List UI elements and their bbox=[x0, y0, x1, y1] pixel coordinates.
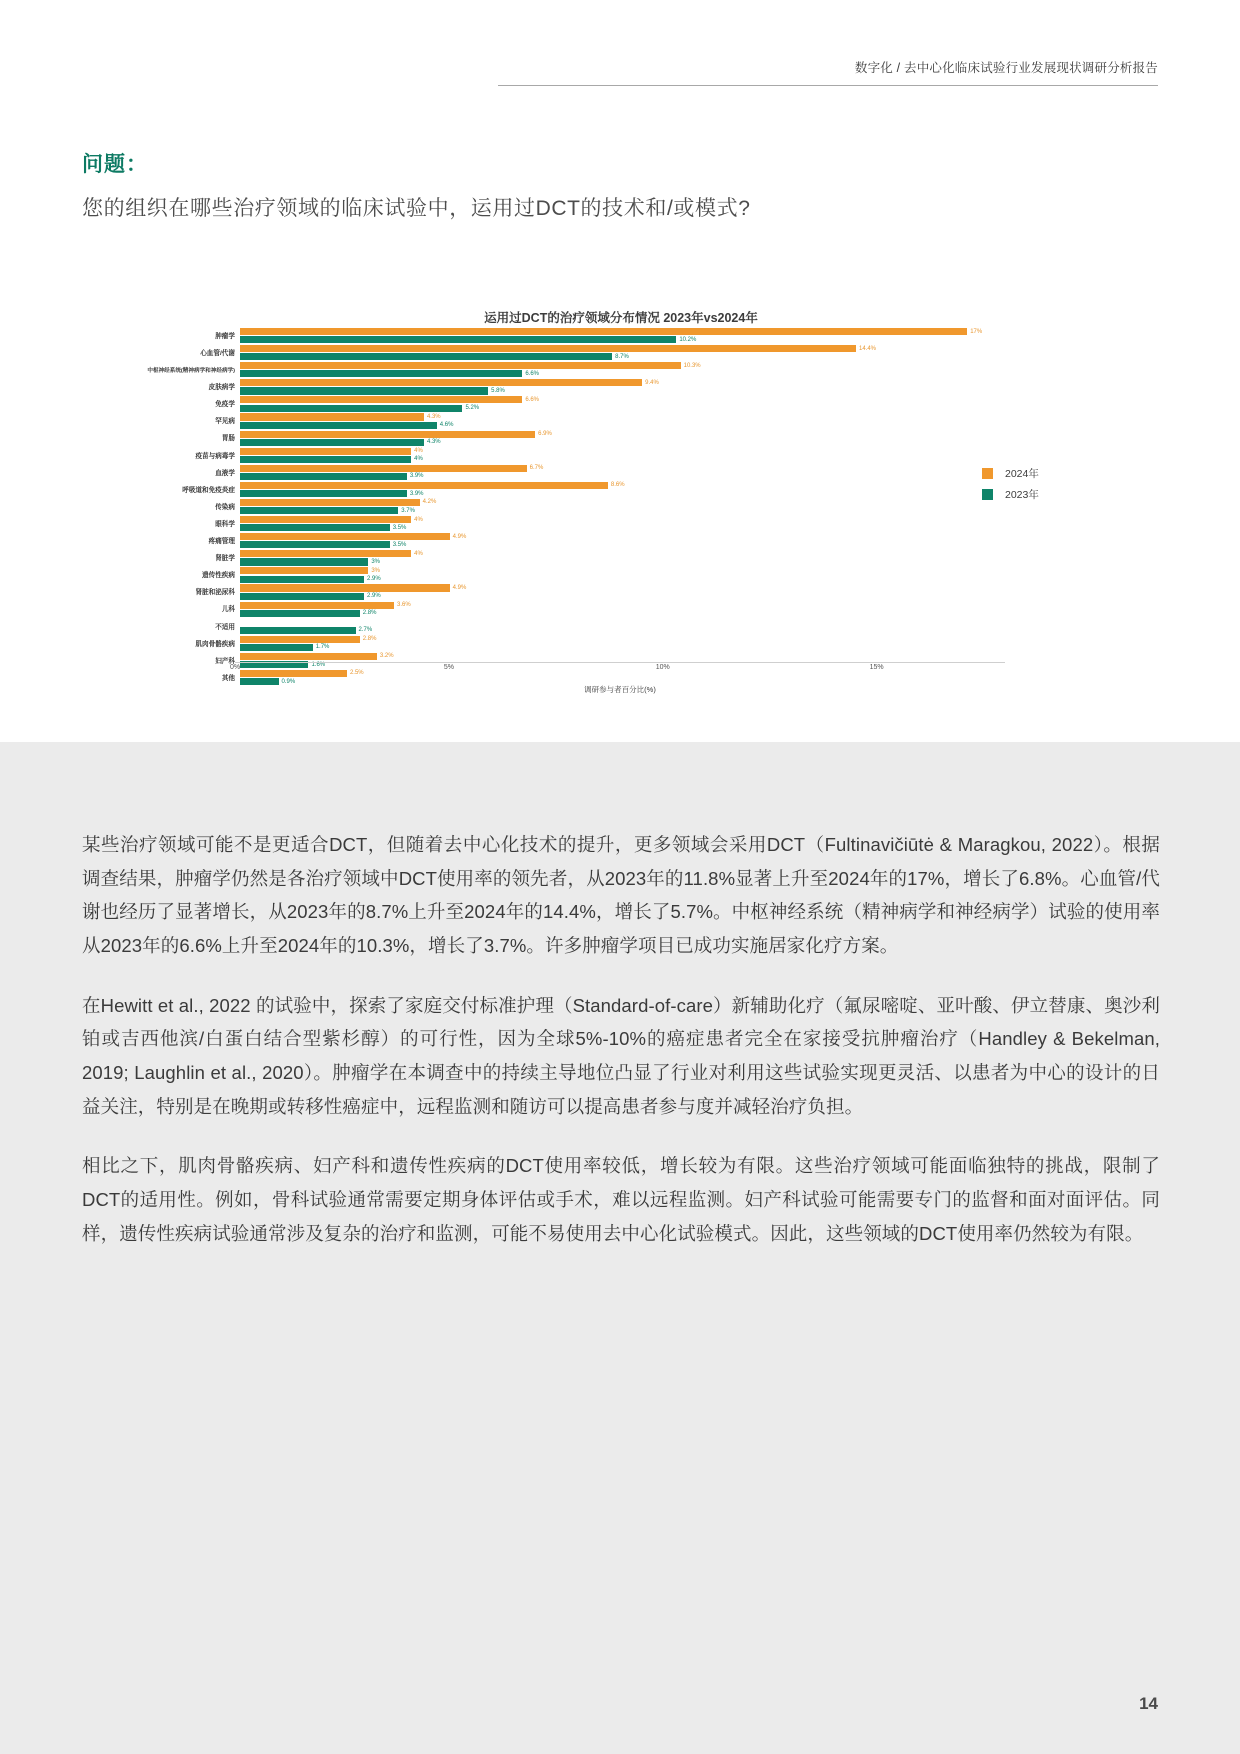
legend-swatch-icon bbox=[982, 489, 993, 500]
chart-category-label: 皮肤病学 bbox=[208, 384, 235, 392]
chart-category-label: 罕见病 bbox=[215, 418, 235, 426]
chart-bar-value: 2.5% bbox=[349, 670, 364, 677]
chart-bar-value: 4.9% bbox=[452, 584, 467, 591]
chart-category-row bbox=[82, 533, 1160, 550]
chart-bar[interactable] bbox=[240, 490, 407, 497]
chart-bar[interactable] bbox=[240, 541, 390, 548]
chart-bar[interactable] bbox=[240, 627, 356, 634]
chart-bar[interactable] bbox=[240, 482, 608, 489]
chart-category-row bbox=[82, 516, 1160, 533]
chart-bar[interactable] bbox=[240, 644, 313, 651]
chart-bar-line bbox=[240, 602, 1160, 609]
chart-category-row bbox=[82, 550, 1160, 567]
x-axis-tick-label: 10% bbox=[655, 664, 670, 671]
chart-category-label: 肿瘤学 bbox=[215, 332, 235, 340]
chart-bar-line bbox=[240, 584, 1160, 591]
chart-category-row bbox=[82, 619, 1160, 636]
chart-bar[interactable] bbox=[240, 550, 411, 557]
body-paragraph: 某些治疗领域可能不是更适合DCT，但随着去中心化技术的提升，更多领域会采用DCT（Fultinavičiūtė & Maragkou, 2022）。根据调查结果，肿瘤学仍然是各治疗领域中DCT使用率的领先者，从2023年的11.8%显著上升至2024年的17%，增长了6.8%。心血管/代谢也经历了显著增长，从2023年的8.7%上升至2024年的14.4%，增长了5.7%。中枢神经系统（精神病学和神经病学）试验的使用率从2023年的6.6%上升至2024年的10.3%，增长了3.7%。许多肿瘤学项目已成功实施居家化疗方案。 bbox=[82, 834, 1160, 956]
chart-bar[interactable] bbox=[240, 431, 535, 438]
chart-bar-value: 2.9% bbox=[367, 593, 381, 600]
chart-bar-value: 17% bbox=[970, 328, 983, 335]
page-header bbox=[498, 58, 1158, 86]
chart-category-row bbox=[82, 328, 1160, 345]
chart-bar-line bbox=[240, 431, 1160, 438]
chart-category-label: 血液学 bbox=[215, 469, 235, 477]
chart-bar-value: 8.7% bbox=[615, 353, 629, 360]
chart-bar-value: 1.7% bbox=[315, 644, 330, 651]
chart-bar-value: 14.4% bbox=[859, 345, 877, 352]
chart-bars-area bbox=[240, 584, 1160, 601]
chart-category-label: 儿科 bbox=[221, 606, 235, 614]
legend-item[interactable] bbox=[982, 487, 1122, 502]
chart-bar[interactable] bbox=[240, 396, 522, 403]
chart-category-label: 妇产科 bbox=[215, 657, 235, 665]
chart-category-row bbox=[82, 345, 1160, 362]
chart-bar-line bbox=[240, 533, 1160, 540]
body-panel bbox=[0, 742, 1240, 1754]
chart-bar[interactable] bbox=[240, 345, 856, 352]
chart-bar-line bbox=[240, 439, 1160, 446]
chart-bar-value: 3.5% bbox=[392, 524, 407, 531]
body-paragraph: 在Hewitt et al., 2022 的试验中，探索了家庭交付标准护理（Standard-of-care）新辅助化疗（氟尿嘧啶、亚叶酸、伊立替康、奥沙利铂或吉西他滨/白蛋白结合型紫杉醇）的可行性，因为全球5%-10%的癌症患者完全在家接受抗肿瘤治疗（Handley & Bekelman, 2019; Laughlin et al., 2020）。肿瘤学在本调查中的持续主导地位凸显了行业对利用这些试验实现更灵活、以患者为中心的设计的日益关注，特别是在晚期或转移性癌症中，远程监测和随访可以提高患者参与度并减轻治疗负担。 bbox=[82, 994, 1160, 1117]
chart-bar-line bbox=[240, 362, 1160, 369]
question-label: 问题： bbox=[82, 153, 148, 176]
chart-bar-value: 3.5% bbox=[392, 541, 407, 548]
chart-category-label: 其他 bbox=[221, 674, 235, 682]
x-axis-line bbox=[235, 662, 1005, 663]
chart-category-row bbox=[82, 602, 1160, 619]
chart-bar[interactable] bbox=[240, 593, 364, 600]
chart-bar-line bbox=[240, 328, 1160, 335]
chart-bar-value: 4.9% bbox=[452, 533, 467, 540]
chart-bar-value: 3.9% bbox=[409, 490, 424, 497]
chart-bar-value: 4.2% bbox=[422, 499, 437, 506]
chart-bar-line bbox=[240, 396, 1160, 403]
chart-category-label: 中枢神经系统(精神病学和神经病学) bbox=[147, 367, 235, 374]
chart-bar[interactable] bbox=[240, 473, 407, 480]
chart-bar[interactable] bbox=[240, 524, 390, 531]
chart-bar-line bbox=[240, 516, 1160, 523]
chart-bar-line bbox=[240, 550, 1160, 557]
chart-bar-value: 4.6% bbox=[439, 422, 454, 429]
chart-bar-line bbox=[240, 345, 1160, 352]
legend-label: 2023年 bbox=[1005, 489, 1039, 501]
chart-bar-value: 3.6% bbox=[397, 602, 411, 609]
chart-bars-area bbox=[240, 396, 1160, 413]
chart-bar-value: 0.9% bbox=[281, 678, 296, 685]
x-axis-tick-label: 5% bbox=[443, 664, 454, 671]
chart-bar[interactable] bbox=[240, 422, 437, 429]
chart-bars-area bbox=[240, 345, 1160, 362]
x-axis-title: 调研参与者百分比(%) bbox=[584, 685, 656, 694]
chart-bar[interactable] bbox=[240, 413, 424, 420]
chart-bar[interactable] bbox=[240, 362, 681, 369]
chart-bar-value: 3% bbox=[371, 567, 380, 574]
chart-bar-value: 4% bbox=[414, 550, 423, 557]
chart-bar-line bbox=[240, 576, 1160, 583]
chart-bar[interactable] bbox=[240, 516, 411, 523]
chart-bar[interactable] bbox=[240, 405, 462, 412]
chart-bar-line bbox=[240, 558, 1160, 565]
chart-bars-area bbox=[240, 533, 1160, 550]
chart-bar-value: 6.6% bbox=[525, 396, 540, 403]
chart-category-label: 遗传性疾病 bbox=[202, 572, 235, 580]
chart-bar-value: 1.6% bbox=[311, 661, 326, 668]
chart-bar[interactable] bbox=[240, 353, 612, 360]
chart-category-label: 免疫学 bbox=[215, 401, 235, 409]
chart-bar[interactable] bbox=[240, 576, 364, 583]
chart-bar-value: 4% bbox=[414, 448, 423, 455]
chart-bars-area bbox=[240, 636, 1160, 653]
chart-category-label: 胃肠 bbox=[221, 435, 235, 443]
chart-bar-line bbox=[240, 567, 1160, 574]
chart-bar-line bbox=[240, 524, 1160, 531]
chart-bar-value: 6.6% bbox=[525, 370, 540, 377]
chart-bar[interactable] bbox=[240, 379, 642, 386]
chart-category-row bbox=[82, 636, 1160, 653]
legend-swatch-icon bbox=[982, 468, 993, 479]
chart-bar-value: 4.3% bbox=[426, 439, 441, 446]
chart-category-label: 疼痛管理 bbox=[208, 538, 235, 546]
chart-bar[interactable] bbox=[240, 328, 967, 335]
chart-bars-area bbox=[240, 448, 1160, 465]
chart-bar-line bbox=[240, 413, 1160, 420]
chart-bar[interactable] bbox=[240, 636, 360, 643]
chart-bar-value: 10.3% bbox=[683, 362, 701, 369]
chart-bar-value: 6.7% bbox=[529, 465, 544, 472]
chart-bars-area bbox=[240, 567, 1160, 584]
chart-category-label: 心血管/代谢 bbox=[200, 350, 235, 358]
chart-bar-line bbox=[240, 405, 1160, 412]
chart-bar[interactable] bbox=[240, 602, 394, 609]
chart-bar-value: 3.2% bbox=[379, 653, 394, 660]
chart-bar-value: 2.7% bbox=[358, 627, 373, 634]
chart-bar-value: 10.2% bbox=[679, 336, 697, 343]
chart-legend bbox=[982, 466, 1122, 508]
chart-category-label: 不适用 bbox=[215, 623, 235, 631]
chart-bar-line bbox=[240, 422, 1160, 429]
chart-bar-value: 3.9% bbox=[409, 473, 424, 480]
chart-bar-line bbox=[240, 593, 1160, 600]
x-axis-tick-label: 0% bbox=[229, 664, 241, 671]
chart-bar[interactable] bbox=[240, 465, 527, 472]
chart-bar-line bbox=[240, 627, 1160, 634]
chart-bar-line bbox=[240, 653, 1160, 660]
chart-bar-value: 2.8% bbox=[362, 636, 377, 643]
chart-bar-line bbox=[240, 456, 1160, 463]
header-title: 数字化 / 去中心化临床试验行业发展现状调研分析报告 bbox=[854, 61, 1158, 75]
chart-category-label: 肾脏学 bbox=[215, 555, 235, 563]
chart-bar-line bbox=[240, 541, 1160, 548]
chart-bar[interactable] bbox=[240, 610, 360, 617]
chart-bar[interactable] bbox=[240, 558, 368, 565]
chart-bars-area bbox=[240, 413, 1160, 430]
chart-bars-area bbox=[240, 619, 1160, 636]
chart-bar-value: 3% bbox=[371, 558, 380, 565]
chart-category-label: 呼吸道和免疫炎症 bbox=[182, 486, 235, 494]
body-paragraph: 相比之下，肌肉骨骼疾病、妇产科和遗传性疾病的DCT使用率较低，增长较为有限。这些治疗领域可能面临独特的挑战，限制了DCT的适用性。例如，骨科试验通常需要定期身体评估或手术，难以远程监测。妇产科试验可能需要专门的监督和面对面评估。同样，遗传性疾病试验通常涉及复杂的治疗和监测，可能不易使用去中心化试验模式。因此，这些领域的DCT使用率仍然较为有限。 bbox=[82, 1155, 1160, 1244]
question-text: 您的组织在哪些治疗领域的临床试验中，运用过DCT的技术和/或模式? bbox=[82, 197, 751, 220]
chart-category-row bbox=[82, 584, 1160, 601]
chart-bar[interactable] bbox=[240, 533, 450, 540]
page-number: 14 bbox=[1139, 1694, 1158, 1713]
chart-bar[interactable] bbox=[240, 567, 368, 574]
chart-bar-value: 6.9% bbox=[538, 431, 552, 438]
chart-bar-value: 2.8% bbox=[362, 610, 377, 617]
chart-bar-line bbox=[240, 379, 1160, 386]
chart-category-label: 眼科学 bbox=[215, 520, 235, 528]
chart-category-row bbox=[82, 396, 1160, 413]
chart-x-axis bbox=[229, 662, 1005, 702]
chart-category-label: 肾脏和泌尿科 bbox=[195, 589, 235, 597]
chart-bar-line bbox=[240, 387, 1160, 394]
chart-bar-line bbox=[240, 336, 1160, 343]
chart-bar-value: 5.2% bbox=[465, 405, 480, 412]
chart-category-row bbox=[82, 431, 1160, 448]
chart-bar-line bbox=[240, 353, 1160, 360]
legend-item[interactable] bbox=[982, 466, 1122, 481]
header-divider bbox=[498, 85, 1158, 86]
chart-bar-line bbox=[240, 507, 1160, 514]
question-block bbox=[82, 148, 1162, 224]
chart-bar-line bbox=[240, 636, 1160, 643]
chart-bar-value: 4.3% bbox=[426, 414, 441, 421]
chart-bar-line bbox=[240, 619, 1160, 626]
chart-bars-area bbox=[240, 602, 1160, 619]
chart-bars-area bbox=[240, 328, 1160, 345]
chart-bars-area bbox=[240, 516, 1160, 533]
chart-bar[interactable] bbox=[240, 584, 450, 591]
chart-category-label: 传染病 bbox=[215, 503, 235, 511]
chart-bar-value: 9.4% bbox=[645, 379, 659, 386]
chart-bar[interactable] bbox=[240, 370, 522, 377]
chart-bar-value: 2.9% bbox=[367, 576, 381, 583]
chart-bar-line bbox=[240, 370, 1160, 377]
chart-bars-area bbox=[240, 431, 1160, 448]
chart-bar[interactable] bbox=[240, 456, 411, 463]
x-axis-tick-label: 15% bbox=[869, 664, 884, 671]
chart-title: 运用过DCT的治疗领域分布情况 2023年vs2024年 bbox=[484, 311, 758, 325]
chart-category-row bbox=[82, 448, 1160, 465]
chart-bar-line bbox=[240, 644, 1160, 651]
chart-category-row bbox=[82, 567, 1160, 584]
chart-bar-value: 4% bbox=[414, 516, 423, 523]
chart-container bbox=[82, 280, 1160, 720]
chart-bar-value: 5.8% bbox=[491, 388, 505, 395]
chart-bar[interactable] bbox=[240, 336, 676, 343]
chart-bar-value: 4% bbox=[414, 456, 423, 463]
chart-bar-value: 3.7% bbox=[401, 507, 415, 514]
chart-bar[interactable] bbox=[240, 507, 398, 514]
chart-bar[interactable] bbox=[240, 448, 411, 455]
chart-bar[interactable] bbox=[240, 387, 488, 394]
chart-category-row bbox=[82, 413, 1160, 430]
chart-category-label: 肌肉骨骼疾病 bbox=[195, 640, 235, 648]
chart-bars-area bbox=[240, 362, 1160, 379]
chart-category-label: 疫苗与病毒学 bbox=[195, 452, 235, 460]
chart-bars-area bbox=[240, 379, 1160, 396]
chart-bar-value: 8.6% bbox=[610, 482, 625, 489]
legend-label: 2024年 bbox=[1005, 468, 1039, 480]
chart-bar[interactable] bbox=[240, 653, 377, 660]
chart-bars-area bbox=[240, 550, 1160, 567]
body-text bbox=[82, 828, 1160, 1276]
chart-bar[interactable] bbox=[240, 439, 424, 446]
chart-category-row bbox=[82, 379, 1160, 396]
chart-bar-line bbox=[240, 448, 1160, 455]
chart-bar[interactable] bbox=[240, 499, 420, 506]
chart-bar-line bbox=[240, 610, 1160, 617]
chart-category-row bbox=[82, 362, 1160, 379]
